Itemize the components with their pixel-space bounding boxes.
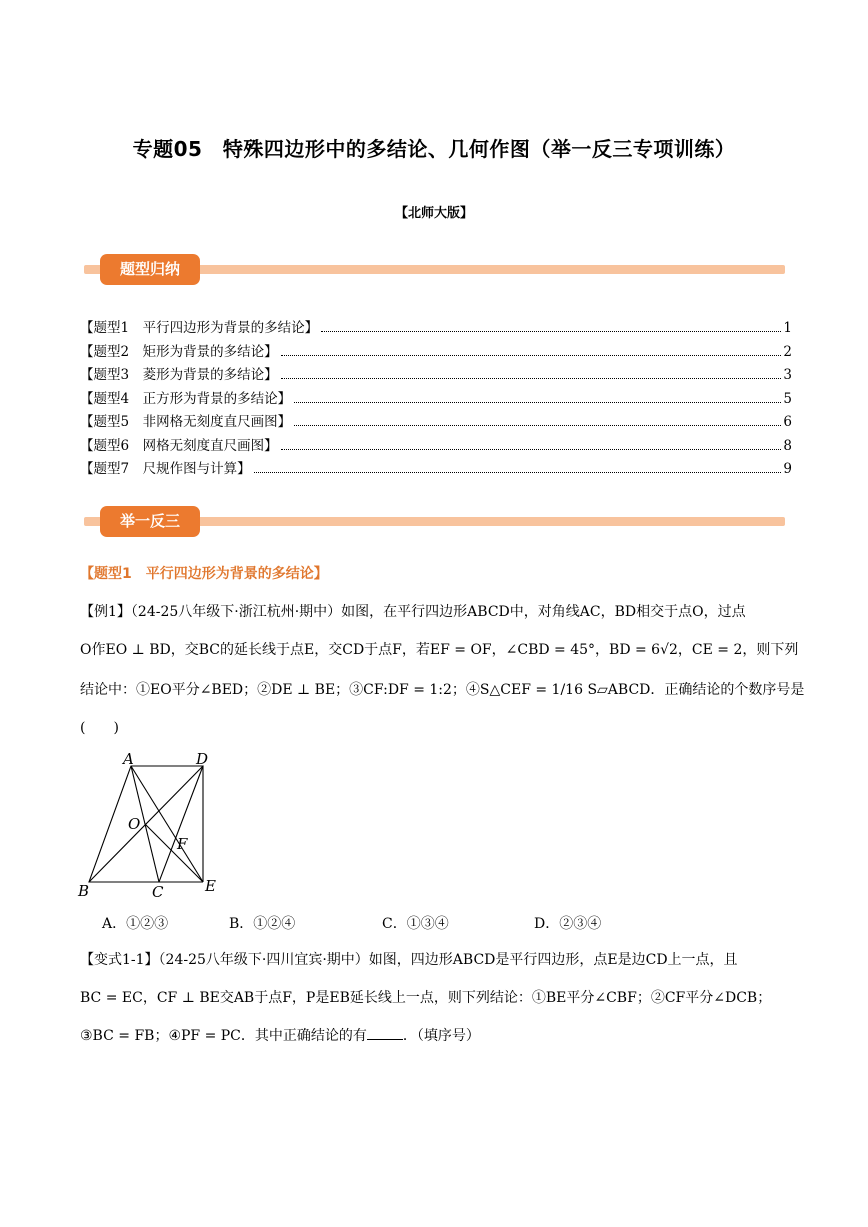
section-label-problem-types: 题型归纳 <box>100 254 200 285</box>
parallelogram-figure <box>74 746 224 902</box>
variant-line-text: ．（填序号） <box>402 1028 480 1044</box>
page-title: 专题05 特殊四边形中的多结论、几何作图（举一反三专项训练） <box>132 137 736 161</box>
example-1-line: 【例1】（24-25八年级下·浙江杭州·期中）如图，在平行四边形ABCD中，对角线AC，BD相交于点O，过点 <box>80 604 746 620</box>
label-o: O <box>128 815 141 833</box>
choice-d[interactable]: D．②③④ <box>534 916 602 932</box>
label-c: C <box>152 883 164 901</box>
toc-page-number: 5 <box>783 390 792 407</box>
toc-page-number: 8 <box>783 437 792 454</box>
toc-page-number: 9 <box>783 461 792 477</box>
label-a: A <box>123 750 134 768</box>
toc-page-number: 2 <box>783 343 792 360</box>
toc-label: 【题型1 平行四边形为背景的多结论】 <box>80 320 319 336</box>
segment-oe <box>145 824 203 882</box>
toc-page-number: 3 <box>783 367 792 383</box>
toc-label: 【题型3 菱形为背景的多结论】 <box>80 367 278 383</box>
toc-row[interactable] <box>80 363 792 387</box>
segment-ae <box>131 766 203 882</box>
label-f: F <box>177 835 188 853</box>
example-1-line: 结论中：①EO平分∠BED；②DE ⊥ BE；③CF:DF = 1:2；④S△CEF = 1/16 S▱ABCD．正确结论的个数序号是 <box>80 682 805 698</box>
variant-1-1 <box>80 950 790 1046</box>
label-e: E <box>205 877 216 895</box>
choice-b[interactable]: B．①②④ <box>229 916 296 932</box>
example-1-line: O作EO ⊥ BD，交BC的延长线于点E，交CD于点F，若EF = OF，∠CBD = 45°，BD = 6√2，CE = 2，则下列 <box>80 642 799 658</box>
toc-label: 【题型5 非网格无刻度直尺画图】 <box>80 414 292 430</box>
toc-page-number: 6 <box>783 414 792 430</box>
toc-label: 【题型7 尺规作图与计算】 <box>80 461 251 477</box>
variant-line: 【变式1-1】（24-25八年级下·四川宜宾·期中）如图，四边形ABCD是平行四边形，点E是边CD上一点，且 <box>80 952 738 968</box>
toc-label: 【题型4 正方形为背景的多结论】 <box>80 390 292 407</box>
toc-label: 【题型6 网格无刻度直尺画图】 <box>80 437 278 454</box>
label-d: D <box>196 750 209 768</box>
section-label-practice: 举一反三 <box>100 506 200 537</box>
toc-leader <box>294 425 781 426</box>
variant-line: BC = EC，CF ⊥ BE交AB于点F，P是EB延长线上一点，则下列结论：①BE平分∠CBF；②CF平分∠DCB； <box>80 990 772 1006</box>
toc-leader <box>281 449 782 450</box>
label-b: B <box>78 882 90 900</box>
toc-row[interactable] <box>80 387 792 411</box>
choice-a[interactable]: A．①②③ <box>102 916 169 932</box>
example-1-line: ( ) <box>80 720 119 736</box>
toc-page-number: 1 <box>783 320 792 336</box>
toc-row[interactable] <box>80 410 792 434</box>
toc-row[interactable] <box>80 316 792 340</box>
choice-c[interactable]: C．①③④ <box>382 916 449 932</box>
variant-line <box>80 1026 790 1046</box>
problem-type-heading: 【题型1 平行四边形为背景的多结论】 <box>80 566 328 582</box>
toc-leader <box>281 355 782 356</box>
example-1 <box>80 602 805 738</box>
table-of-contents <box>80 316 792 481</box>
toc-row[interactable] <box>80 457 792 481</box>
toc-leader <box>254 472 782 473</box>
edition-label: 【北师大版】 <box>394 206 473 221</box>
toc-leader <box>294 402 781 403</box>
toc-label: 【题型2 矩形为背景的多结论】 <box>80 343 278 360</box>
toc-leader <box>321 331 781 332</box>
toc-row[interactable] <box>80 340 792 364</box>
answer-blank[interactable] <box>367 1039 403 1040</box>
toc-leader <box>281 378 782 379</box>
variant-line-text: ③BC = FB；④PF = PC．其中正确结论的有 <box>80 1028 367 1044</box>
toc-row[interactable] <box>80 434 792 458</box>
